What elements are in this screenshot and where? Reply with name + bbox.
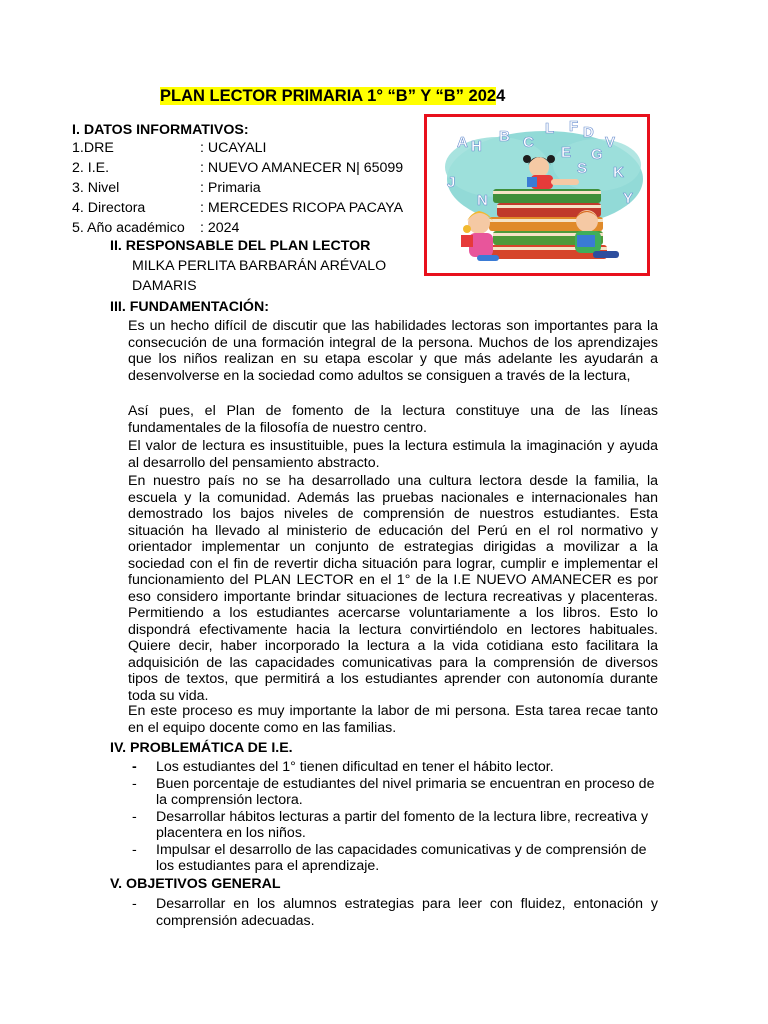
fundamentacion-paragraph: El valor de lectura es insustituible, pues la lectura estimula la imaginación y ayuda al desarrollo del pensamiento abstracto. bbox=[128, 438, 658, 471]
letter-mark: B bbox=[499, 128, 510, 145]
letter-mark: V bbox=[605, 134, 616, 151]
datos-row bbox=[72, 198, 422, 218]
datos-row-label: 1.DRE bbox=[72, 140, 114, 156]
list-item bbox=[128, 809, 658, 842]
problematica-list bbox=[128, 759, 658, 875]
datos-row-value: : NUEVO AMANECER N| 65099 bbox=[200, 160, 404, 176]
letter-mark: S bbox=[577, 160, 588, 177]
reading-children-illustration bbox=[424, 114, 650, 276]
fundamentacion-heading: III. FUNDAMENTACIÓN: bbox=[110, 299, 269, 315]
list-item-text: Buen porcentaje de estudiantes del nivel primaria se encuentran en proceso de la comprensión lectora. bbox=[156, 775, 655, 808]
list-dash: - bbox=[132, 808, 137, 825]
letter-mark: N bbox=[477, 192, 488, 209]
list-dash: - bbox=[132, 775, 137, 792]
document-title bbox=[160, 86, 505, 106]
list-dash: - bbox=[132, 841, 137, 858]
list-dash: - bbox=[132, 896, 137, 912]
list-item bbox=[128, 842, 658, 875]
document-title-tail: 4 bbox=[496, 87, 506, 105]
datos-row bbox=[72, 218, 422, 238]
datos-row-value: : UCAYALI bbox=[200, 140, 267, 156]
list-item-text: Desarrollar hábitos lecturas a partir del fomento de la lectura libre, recreativa y placentera en los niños. bbox=[156, 808, 649, 841]
letter-mark: C bbox=[523, 134, 534, 151]
datos-row bbox=[72, 138, 422, 158]
responsable-heading: II. RESPONSABLE DEL PLAN LECTOR bbox=[110, 238, 371, 254]
letter-mark: G bbox=[591, 146, 603, 163]
list-dash: - bbox=[132, 759, 137, 775]
responsable-name-cont: DAMARIS bbox=[132, 278, 197, 294]
fundamentacion-paragraph: Así pues, el Plan de fomento de la lectura constituye una de las líneas fundamentales de la filosofía de nuestro centro. bbox=[128, 403, 658, 436]
objetivos-list bbox=[128, 896, 658, 929]
datos-row-label: 4. Directora bbox=[72, 200, 146, 216]
fundamentacion-paragraph: En este proceso es muy importante la labor de mi persona. Esta tarea recae tanto en el equipo docente como en las familias. bbox=[128, 703, 658, 736]
children-reading-books-image bbox=[427, 117, 647, 273]
list-item bbox=[128, 896, 658, 929]
responsable-name: MILKA PERLITA BARBARÁN ARÉVALO bbox=[132, 258, 387, 274]
list-item-text: Los estudiantes del 1° tienen dificultad en tener el hábito lector. bbox=[156, 759, 554, 775]
fundamentacion-paragraph: Es un hecho difícil de discutir que las habilidades lectoras son importantes para la consecución de una formación integral de la persona. Muchos de los aprendizajes que los niños realizan en su etapa escolar y que más adelante les ayudarán a desenvolverse en la sociedad como adultos se consiguen a través de la lectura, bbox=[128, 318, 658, 384]
datos-row-value: : MERCEDES RICOPA PACAYA bbox=[200, 200, 404, 216]
list-item-text: Impulsar el desarrollo de las capacidades comunicativas y de comprensión de los estudiantes para el aprendizaje. bbox=[156, 841, 647, 874]
datos-row-value: : Primaria bbox=[200, 180, 261, 196]
datos-row-value: : 2024 bbox=[200, 220, 240, 236]
fundamentacion-paragraph: En nuestro país no se ha desarrollado una cultura lectora desde la familia, la escuela y la comunidad. Además las pruebas nacionales e internacionales han demostrado los bajos niveles de comprensión de nuestros estudiantes. Esta situación ha llevado al ministerio de educación del Perú en el rol normativo y orientador implementar un conjunto de estrategias dirigidas a movilizar a la sociedad con el fin de revertir dicha situación para lograr, cumplir e implementar el funcionamiento del PLAN LECTOR en el 1° de la I.E NUEVO AMANECER es por eso considero importante brindar situaciones de lectura recreativas y placenteras. Permitiendo a los estudiantes acercarse voluntariamente a los libros. Esto lo dispondrá efectivamente hacia la lectura convirtiéndolo en lectores habituales. Quiere decir, haber incorporado la lectura a la vida cotidiana esto facilitara la adquisición de las capacidades comunicativas para la comprensión de diversos tipos de textos, que permitirá a los estudiantes aprender con autonomía durante toda su vida. bbox=[128, 473, 658, 704]
datos-row-label: 2. I.E. bbox=[72, 160, 110, 176]
datos-row bbox=[72, 178, 422, 198]
objetivos-heading: V. OBJETIVOS GENERAL bbox=[110, 876, 281, 892]
letter-mark: K bbox=[613, 164, 624, 181]
letter-mark: E bbox=[561, 144, 572, 161]
datos-row-label: 5. Año académico bbox=[72, 220, 185, 236]
datos-row-label: 3. Nivel bbox=[72, 180, 120, 196]
datos-table bbox=[72, 138, 422, 238]
letter-mark: L bbox=[545, 120, 555, 137]
list-item bbox=[128, 759, 658, 776]
boy-right-figure bbox=[575, 210, 619, 258]
datos-heading: I. DATOS INFORMATIVOS: bbox=[72, 122, 249, 138]
list-item bbox=[128, 776, 658, 809]
datos-row bbox=[72, 158, 422, 178]
letter-mark: A bbox=[457, 134, 468, 151]
letter-mark: J bbox=[447, 174, 456, 191]
letter-mark: Y bbox=[623, 190, 634, 207]
letter-mark: F bbox=[569, 118, 579, 135]
letter-mark: H bbox=[471, 138, 482, 155]
document-title-highlighted: PLAN LECTOR PRIMARIA 1° “B” Y “B” 202 bbox=[160, 87, 497, 105]
list-item-text: Desarrollar en los alumnos estrategias para leer con fluidez, entonación y comprensión adecuadas. bbox=[156, 896, 658, 929]
problematica-heading: IV. PROBLEMÁTICA DE I.E. bbox=[110, 740, 293, 756]
letter-mark: D bbox=[583, 124, 594, 141]
